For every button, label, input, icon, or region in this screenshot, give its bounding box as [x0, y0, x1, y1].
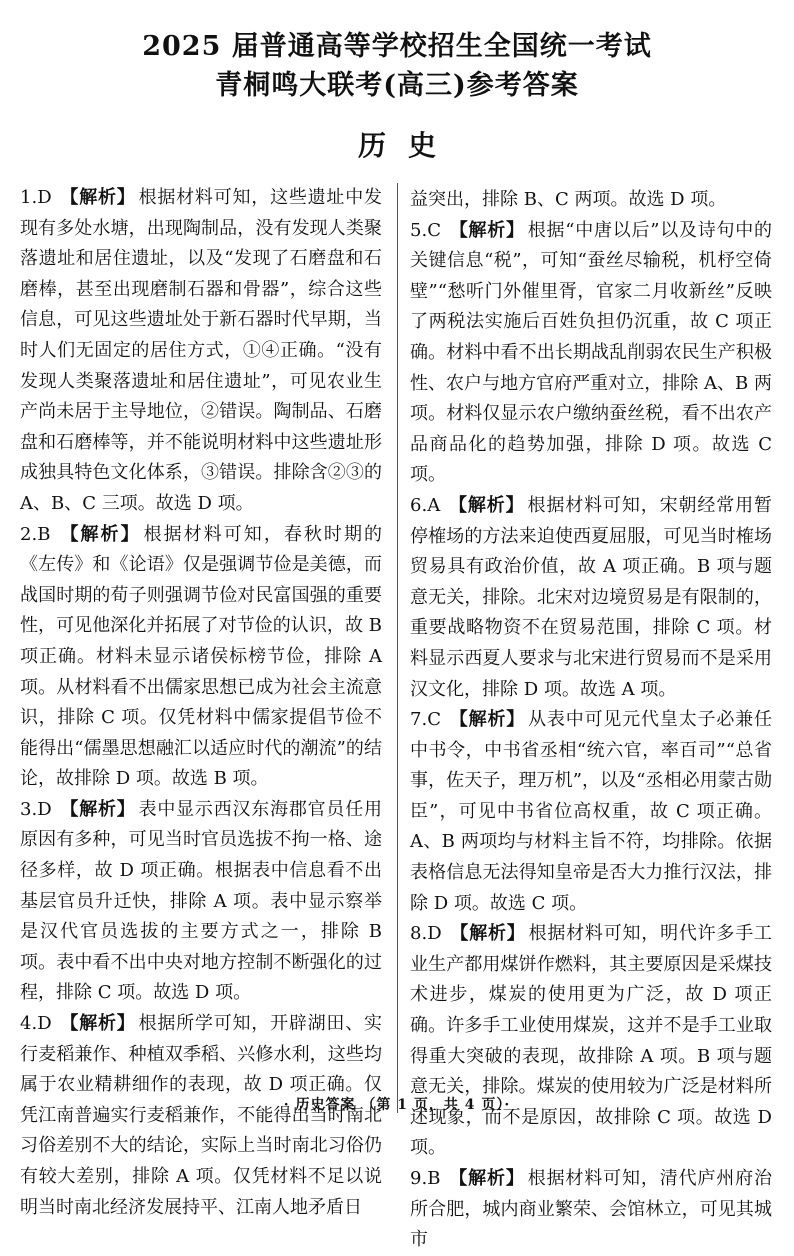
analysis-tag: 【解析】: [59, 187, 136, 208]
answer-item: [410, 919, 772, 1164]
analysis-tag: 【解析】: [448, 219, 525, 241]
left-column: [20, 183, 382, 1223]
page-footer: · 历史答案 （第 1 页，共 4 页）·: [283, 1097, 511, 1113]
answer-letter: D: [37, 1013, 52, 1035]
analysis-text: 从表中可见元代皇太子必兼任中书令，中书省丞相“统六官，率百司”“总省事，佐天子，理万机”，以及“丞相必用蒙古勋臣”，可见中书省位高权重，故 C 项正确。A、B 两项均与材料主旨不符，均排除。依据表格信息无法得知皇帝是否大力推行汉法，排除 D 项。故选 C 项。: [410, 709, 773, 914]
answer-item: [410, 705, 772, 919]
answer-item: [20, 1009, 382, 1223]
answer-letter: C: [427, 709, 441, 731]
answer-letter: A: [427, 494, 441, 516]
analysis-text: 表中显示西汉东海郡官员任用原因有多种，可见当时官员选拔不拘一格、途径多样，故 D 项正确。根据表中信息看不出基层官员升迁快，排除 A 项。表中显示察举是汉代官员选拔的主要方式之一，排除 B 项。表中看不出中央对地方控制不断强化的过程，排除 C 项。故选 D 项。: [20, 798, 383, 1004]
analysis-text: 根据材料可知，明代许多手工业生产都用煤饼作燃料，其主要原因是采煤技术进步，煤炭的使用更为广泛，故 D 项正确。许多手工业使用煤炭，这并不是手工业取得重大突破的表现，故排除 A 项。B 项与题意无关，排除。煤炭的使用较为广泛是材料所述现象，而不是原因，故排除 C 项。故选 D 项。: [410, 923, 773, 1159]
analysis-text: 益突出，排除 B、C 两项。故选 D 项。: [410, 189, 727, 210]
analysis-text: 根据所学可知，开辟湖田、实行麦稻兼作、种植双季稻、兴修水利，这些均属于农业精耕细作的表现，故 D 项正确。仅凭江南普遍实行麦稻兼作，不能得出当时南北习俗差别不大的结论，实际上当时南北习俗仍有较大差别，排除 A 项。仅凭材料不足以说明当时南北经济发展持平、江南人地矛盾日: [20, 1013, 383, 1218]
column-divider: [397, 183, 398, 1113]
analysis-tag: 【解析】: [59, 798, 136, 820]
question-number: 2.: [20, 523, 38, 545]
subject-title: 历史: [357, 129, 458, 162]
analysis-text: 根据材料可知，这些遗址中发现有多处水塘，出现陶制品，没有发现人类聚落遗址和居住遗址，以及“发现了石磨盘和石磨棒，甚至出现磨制石器和骨器”，综合这些信息，可见这些遗址处于新石器时代早期，当时人们无固定的居住方式，①④正确。“没有发现人类聚落遗址和居住遗址”，可见农业生产尚未居于主导地位，②错误。陶制品、石磨盘和石磨棒等，并不能说明材料中这些遗址形成独具特色文化体系，③错误。排除含②③的 A、B、C 三项。故选 D 项。: [20, 187, 383, 514]
document-header: [0, 28, 794, 164]
answer-letter: D: [37, 187, 52, 208]
question-number: 8.: [410, 923, 428, 945]
question-number: 9.: [410, 1168, 428, 1189]
answer-item: [410, 1164, 772, 1256]
answer-letter: C: [427, 219, 441, 241]
exam-title: 2025 届普通高等学校招生全国统一考试: [142, 31, 652, 62]
answer-letter: B: [427, 1168, 441, 1189]
analysis-tag: 【解析】: [448, 1168, 525, 1189]
answer-item: [20, 520, 382, 795]
exam-subtitle: 青桐鸣大联考(高三)参考答案: [215, 70, 579, 101]
analysis-tag: 【解析】: [449, 923, 526, 945]
answer-letter: B: [37, 523, 51, 545]
answer-item: [410, 216, 772, 491]
question-number: 6.: [410, 494, 428, 516]
analysis-text: 根据材料可知，宋朝经常用暂停榷场的方法来迫使西夏屈服，可见当时榷场贸易具有政治价值，故 A 项正确。B 项与题意无关，排除。北宋对边境贸易是有限制的，重要战略物资不在贸易范围，排除 C 项。材料显示西夏人要求与北宋进行贸易而不是采用汉文化，排除 D 项。故选 A 项。: [410, 494, 773, 700]
answer-item: [410, 185, 772, 216]
question-number: 4.: [20, 1013, 38, 1035]
answer-item: [410, 491, 772, 705]
answer-item: [20, 795, 382, 1009]
question-number: 3.: [20, 798, 38, 820]
question-number: 1.: [20, 187, 38, 208]
analysis-text: 根据“中唐以后”以及诗句中的关键信息“税”，可知“蚕丝尽输税，机杼空倚壁”“愁听门外催里胥，官家二月收新丝”反映了两税法实施后百姓负担仍沉重，故 C 项正确。材料中看不出长期战乱削弱农民生产积极性、农户与地方官府严重对立，排除 A、B 两项。材料仅显示农户缴纳蚕丝税，看不出农产品商品化的趋势加强，排除 D 项。故选 C 项。: [410, 219, 773, 486]
analysis-text: 根据材料可知，清代庐州府治所合肥，城内商业繁荣、会馆林立，可见其城市: [410, 1168, 773, 1251]
analysis-tag: 【解析】: [448, 709, 526, 731]
analysis-tag: 【解析】: [58, 523, 141, 545]
analysis-text: 根据材料可知，春秋时期的《左传》和《论语》仅是强调节俭是美德，而战国时期的荀子则强调节俭对民富国强的重要性，可见他深化并拓展了对节俭的认识，故 B 项正确。材料未显示诸侯标榜节俭，排除 A 项。从材料看不出儒家思想已成为社会主流意识，排除 C 项。仅凭材料中儒家提倡节俭不能得出“儒墨思想融汇以适应时代的潮流”的结论，故排除 D 项。故选 B 项。: [20, 523, 383, 790]
question-number: 5.: [410, 219, 428, 241]
answer-letter: D: [37, 798, 52, 820]
question-number: 7.: [410, 709, 428, 731]
answer-item: [20, 183, 382, 520]
analysis-tag: 【解析】: [59, 1013, 136, 1035]
answer-letter: D: [427, 923, 442, 945]
analysis-tag: 【解析】: [448, 494, 525, 516]
